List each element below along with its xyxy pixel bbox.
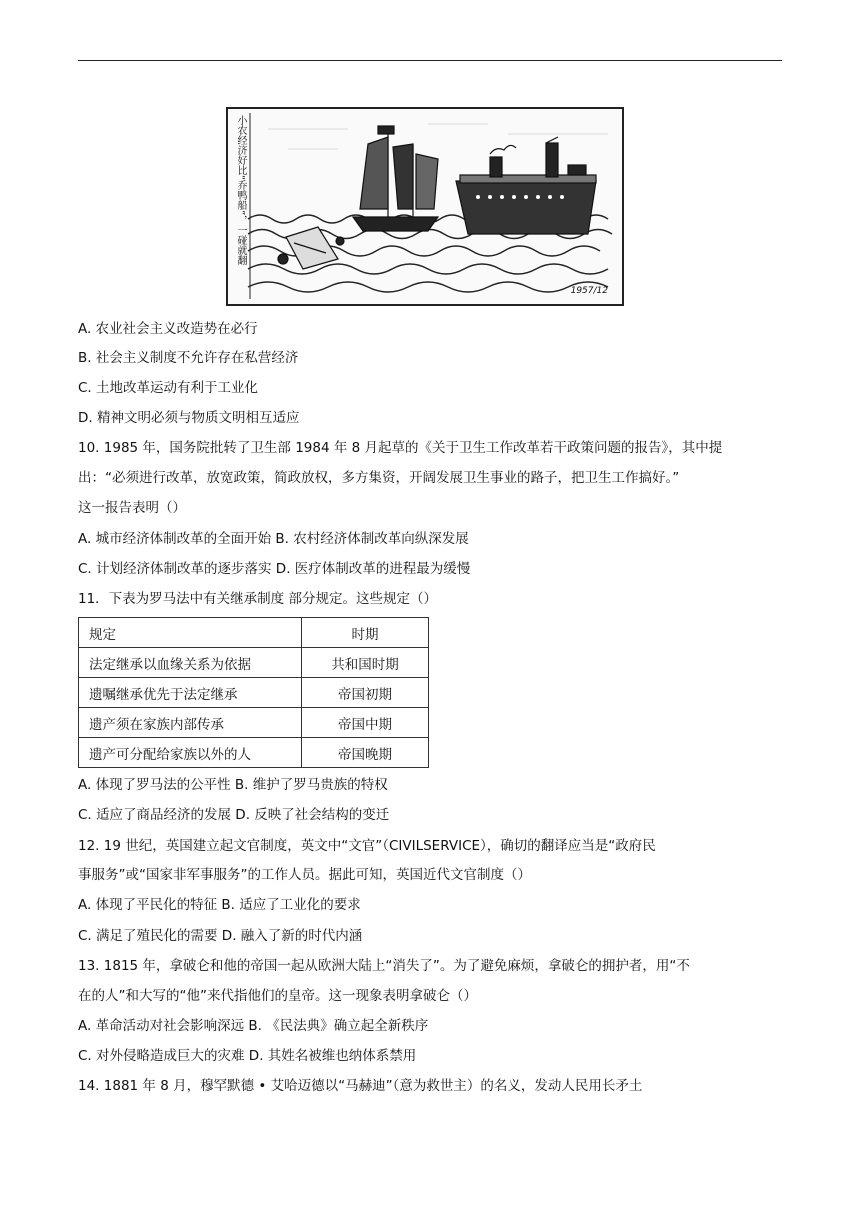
table-cell: 帝国中期	[302, 708, 429, 738]
table-cell: 遗嘱继承优先于法定继承	[79, 678, 302, 708]
q9-option-a: A. 农业社会主义改造势在必行	[78, 321, 258, 337]
q9-option-c: C. 土地改革运动有利于工业化	[78, 380, 259, 396]
table-header: 规定	[79, 618, 302, 648]
q10-stem-line-2: 出：“必须进行改革，放宽政策，简政放权，多方集资，开阔发展卫生事业的路子，把卫生工作搞好。”	[78, 470, 680, 486]
q10-options-ab: A. 城市经济体制改革的全面开始 B. 农村经济体制改革向纵深发展	[78, 531, 469, 547]
table-cell: 遗产可分配给家族以外的人	[79, 738, 302, 768]
table-cell: 共和国时期	[302, 648, 429, 678]
table-cell: 帝国晚期	[302, 738, 429, 768]
q13-stem-line-1: 13. 1815 年，拿破仑和他的帝国一起从欧洲大陆上“消失了”。为了避免麻烦，拿破仑的拥护者，用“不	[78, 958, 690, 974]
cartoon-image	[226, 107, 624, 306]
q11-stem: 11．下表为罗马法中有关继承制度 部分规定。这些规定（）	[78, 591, 437, 607]
cartoon-caption: 小农经济好比“乔鸭船”，一碰就翻	[235, 115, 246, 266]
table-header-row	[79, 618, 429, 648]
table-row	[79, 738, 429, 768]
q12-options-cd: C. 满足了殖民化的需要 D. 融入了新的时代内涵	[78, 928, 363, 944]
q10-stem-line-1: 10. 1985 年，国务院批转了卫生部 1984 年 8 月起草的《关于卫生工作改革若干政策问题的报告》，其中提	[78, 440, 723, 456]
q12-stem-line-2: 事服务”或“国家非军事服务”的工作人员。据此可知，英国近代文官制度（）	[78, 867, 531, 883]
header-rule	[78, 60, 782, 61]
table-cell: 帝国初期	[302, 678, 429, 708]
q13-options-ab: A. 革命活动对社会影响深远 B. 《民法典》确立起全新秩序	[78, 1018, 429, 1034]
table-cell: 遗产须在家族内部传承	[79, 708, 302, 738]
q10-stem-line-3: 这一报告表明（）	[78, 500, 186, 516]
q9-option-b: B. 社会主义制度不允许存在私营经济	[78, 350, 299, 366]
q11-options-ab: A. 体现了罗马法的公平性 B. 维护了罗马贵族的特权	[78, 777, 388, 793]
q11-options-cd: C. 适应了商品经济的发展 D. 反映了社会结构的变迁	[78, 807, 390, 823]
q13-options-cd: C. 对外侵略造成巨大的灾难 D. 其姓名被维也纳体系禁用	[78, 1048, 417, 1064]
table-row	[79, 678, 429, 708]
q14-stem-line-1: 14. 1881 年 8 月，穆罕默德 • 艾哈迈德以“马赫迪”（意为救世主）的名义，发动人民用长矛土	[78, 1078, 643, 1094]
roman-law-table	[78, 617, 429, 768]
table-header: 时期	[302, 618, 429, 648]
q12-options-ab: A. 体现了平民化的特征 B. 适应了工业化的要求	[78, 897, 361, 913]
q13-stem-line-2: 在的人”和大写的“他”来代指他们的皇帝。这一现象表明拿破仑（）	[78, 988, 477, 1004]
q9-option-d: D. 精神文明必须与物质文明相互适应	[78, 410, 300, 426]
table-cell: 法定继承以血缘关系为依据	[79, 648, 302, 678]
q12-stem-line-1: 12. 19 世纪，英国建立起文官制度，英文中“文官”（CIVILSERVICE），确切的翻译应当是“政府民	[78, 838, 656, 854]
cartoon-date: 1957/12	[570, 286, 608, 296]
q10-options-cd: C. 计划经济体制改革的逐步落实 D. 医疗体制改革的进程最为缓慢	[78, 561, 471, 577]
table-row	[79, 708, 429, 738]
table-row	[79, 648, 429, 678]
